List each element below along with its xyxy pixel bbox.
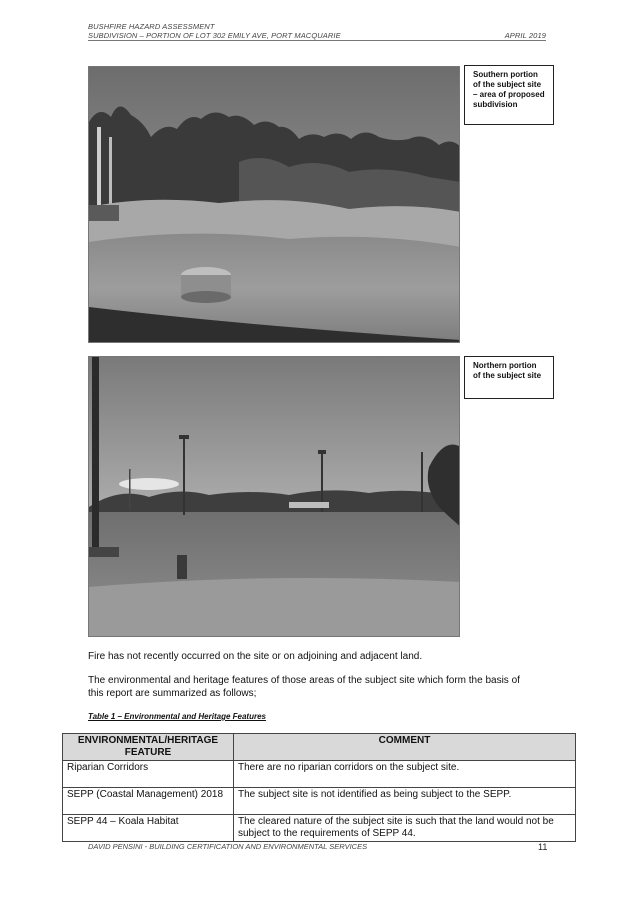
table-header-row [63, 734, 576, 761]
header-subtitle-text: SUBDIVISION – PORTION OF LOT 302 EMILY AVE, PORT MACQUARIE [88, 31, 341, 40]
header-divider [88, 40, 546, 41]
page-number: 11 [538, 842, 548, 852]
table-row [63, 761, 576, 788]
site-photo-southern [88, 66, 460, 343]
table-row [63, 815, 576, 842]
header-date: APRIL 2019 [504, 31, 546, 40]
photo-caption-northern: Northern portion of the subject site [464, 356, 554, 399]
table-cell-comment: The subject site is not identified as being subject to the SEPP. [234, 788, 576, 815]
table-cell-feature: Riparian Corridors [63, 761, 234, 788]
table-cell-comment: There are no riparian corridors on the subject site. [234, 761, 576, 788]
table-cell-comment: The cleared nature of the subject site is such that the land would not be subject to the requirements of SEPP 44. [234, 815, 576, 842]
table-cell-feature: SEPP (Coastal Management) 2018 [63, 788, 234, 815]
photo-caption-southern: Southern portion of the subject site – area of proposed subdivision [464, 65, 554, 125]
table-header-comment: COMMENT [234, 734, 576, 761]
site-photo-northern [88, 356, 460, 637]
header-subtitle [88, 31, 546, 40]
header-title: BUSHFIRE HAZARD ASSESSMENT [88, 22, 215, 31]
table-row [63, 788, 576, 815]
table-caption: Table 1 – Environmental and Heritage Features [88, 712, 266, 721]
paragraph-features-intro: The environmental and heritage features of those areas of the subject site which form the basis of this report are summarized as follows; [88, 675, 520, 699]
table-header-feature: ENVIRONMENTAL/HERITAGE FEATURE [63, 734, 234, 761]
paragraph-fire-history: Fire has not recently occurred on the site or on adjoining and adjacent land. [88, 651, 423, 662]
table-cell-feature: SEPP 44 – Koala Habitat [63, 815, 234, 842]
features-table [62, 733, 576, 842]
footer-text: DAVID PENSINI - BUILDING CERTIFICATION AND ENVIRONMENTAL SERVICES [88, 842, 368, 851]
